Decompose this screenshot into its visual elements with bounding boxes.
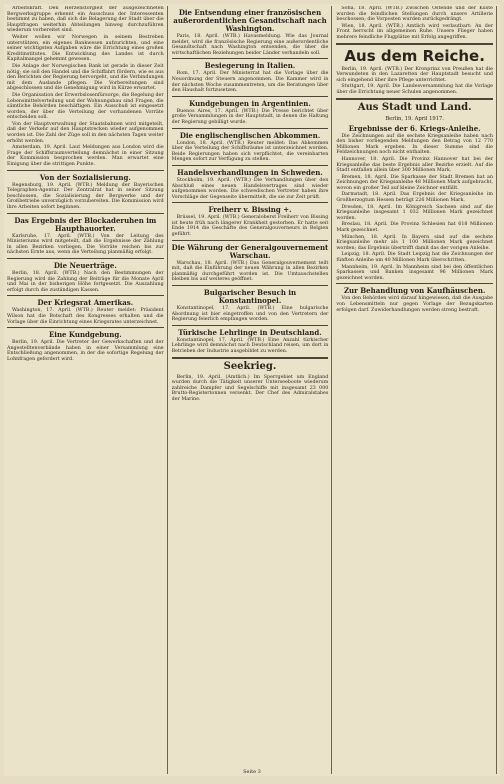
paragraph: Darmstadt, 18. April. Das Ergebnis der Kriegsanleihe im Großherzogtum Hessen beträgt 226 Millionen Mark. — [336, 192, 493, 204]
divider — [7, 258, 164, 259]
section-heading-seekrieg: Seekrieg. — [223, 360, 277, 372]
paragraph: Arbeitskraft. Den Herzenstörgleit der ausgezeichneten Bergwerksgruppe erkennt ein Ausschuss der Interessenten bestimmt zu haben, daß sich die Belagerung der Stadt über die Hauptfragen weiterhin Abteilungen hinweg durchzuführen wiederum vorbereitet sind. — [7, 6, 164, 34]
paragraph: Buenos Aires, 17. April. (WTB.) Die Presse berichtet über große Versammlungen in der Hauptstadt, in denen die Haltung der Regierung gebilligt wurde. — [171, 108, 329, 125]
paragraph: Karlsruhe, 17. April. (WTB.) Von der Leitung des Ministeriums wird mitgeteilt, daß die Ergebnisse der Zählung in allen Bezirken vorliegen. Die Vorräte reichen bis zur nächsten Ernte aus, wenn die Verteilung planmäßig erfolgt. — [7, 233, 164, 256]
divider — [172, 165, 329, 166]
page-number: Seite 3 — [243, 769, 261, 775]
article-headline: Eine Kundgebung. — [48, 330, 122, 340]
paragraph: Leipzig, 18. April. Die Stadt Leipzig hat die Zeichnungen der fünften Anleihe um 40 Millionen Mark überschritten. — [336, 252, 493, 263]
section-heading-stadt-land: Aus Stadt und Land. — [357, 101, 472, 113]
article-headline: Das Ergebnis der Blockaderuhen im Haupthauorter. — [14, 215, 157, 233]
paragraph: Amsterdam, 19. April. Laut Meldungen aus London wird die Frage der Schiffsraumverteilung demnächst in einer Sitzung der Kommission besprochen werden. Man erwartet eine Einigung über die strittigen Punkte. — [7, 145, 164, 168]
divider — [7, 170, 164, 171]
divider — [336, 43, 493, 45]
article-headline: Die Neuerträge. — [53, 260, 117, 270]
article-headline: Besiegerung in Italien. — [204, 61, 296, 71]
article-headline: Kundgebungen in Argentinien. — [189, 98, 311, 108]
divider — [336, 98, 493, 100]
article-headline: Die Währung der Generalgouvernement Warschau. — [171, 242, 329, 260]
article-headline: Handelsverhandlungen in Schweden. — [177, 167, 323, 177]
divider — [172, 325, 329, 326]
dateline: Berlin, 19. April 1917. — [385, 115, 444, 122]
paragraph: Dresden, 18. April. Im Königreich Sachsen sind auf die Kriegsanleihe insgesamt 1 032 Millionen Mark gezeichnet worden. — [336, 204, 493, 221]
article-headline: Von der Sozialisierung. — [39, 172, 131, 182]
paragraph: Stockholm, 19. April. (WTB.) Die Verhandlungen über den Abschluß eines neuen Handelsvertrages sind wieder aufgenommen worden. Die schwedischen Vertreter haben ihre Vorschläge der Gegenseite übermittelt, die sie zur Zeit prüft. — [171, 177, 329, 200]
paragraph: Breslau, 18. April. Die Provinz Schlesien hat 618 Millionen Mark gezeichnet. — [336, 222, 493, 234]
paragraph: Stuttgart, 19. April. Die Landesversammlung hat die Vorlage über die Errichtung neuer Schulen angenommen. — [336, 84, 493, 95]
paragraph: Mannheim, 19. April. In Mannheim sind bei den öffentlichen Sparkassen und Banken insgesamt 96 Millionen Mark gezeichnet worden. — [336, 264, 493, 281]
paragraph: Berlin, 19. April. Die Vertreter der Gewerkschaften und der Angestelltenverbände haben in einer Versammlung eine Entschließung angenommen, in der die sofortige Regelung der Lohnfragen gefordert wird. — [7, 340, 164, 362]
paragraph: München, 18. April. In Bayern sind auf die sechste Kriegsanleihe mehr als 1 100 Millionen Mark gezeichnet worden; das Ergebnis übertrifft damit das der vorigen Anleihe. — [336, 234, 493, 251]
paragraph: Von der Hauptverwaltung der Staatsbahnen wird mitgeteilt, daß der Verkehr auf den Hauptstrecken wieder aufgenommen worden ist. Die Zahl der Züge soll in den nächsten Tagen weiter erhöht werden. — [7, 121, 164, 144]
paragraph: Washington, 17. April. (WTB.) Reuter meldet: Präsident Wilson hat die Botschaft des Kongresses erhalten und die Vorlage über die Einrichtung eines Kriegsrates unterzeichnet. — [7, 308, 164, 325]
divider — [172, 58, 329, 59]
paragraph: Berlin, 18. April. (WTB.) Nach den Bestimmungen der Regierung wird die Zahlung der Beiträge für die Monate April und Mai in der bisherigen Höhe fortgesetzt. Die Auszahlung erfolgt durch die zuständigen Kassen. — [7, 270, 164, 293]
article-headline: Die englischenglischen Abkommen. — [179, 130, 321, 140]
paragraph: Bremen, 18. April. Die Sparkasse der Stadt Bremen hat an Zeichnungen der Kriegsanleihe 48 Millionen Mark aufgebracht, wovon ein großer Teil auf kleine Zeichner entfällt. — [336, 174, 493, 191]
article-headline: Zur Behandlung von Kaufhäuschen. — [343, 286, 486, 296]
article-headline: Der Kriegsrat Amerikas. — [37, 298, 134, 308]
divider — [172, 202, 329, 203]
paragraph: Konstantinopel, 17. April. (WTB.) Eine Anzahl türkischer Lehrlinge wird demnächst nach Deutschland reisen, um dort in Betrieben der Industrie ausgebildet zu werden. — [171, 337, 329, 354]
paragraph: Rom, 17. April. Der Ministerrat hat die Vorlage über die Neuordnung der Steuern angenommen. Die Kammer wird in der nächsten Woche zusammentreten, um die Beratungen über den Haushalt fortzusetzen. — [171, 71, 329, 94]
paragraph: Hannover, 18. April. Die Provinz Hannover hat bei der Kriegsanleihe das beste Ergebnis aller Bezirke erzielt. Auf die Stadt entfallen allein über 300 Millionen Mark. — [336, 156, 493, 174]
divider — [172, 285, 329, 286]
paragraph: Paris, 18. April. (WTB.) Havasmeldung. Wie das Journal meldet, wird die französische Regierung eine außerordentliche Gesandtschaft nach Washington entsenden, die über die wirtschaftlichen Beziehungen beider Länder verhandeln soll. — [171, 34, 329, 56]
article-headline: Bulgarischer Besuch in Konstantinopel. — [203, 288, 297, 306]
paragraph: Sofia, 18. April. (WTB.) Zwischen Ostende und der Küste wurden die feindlichen Stellungen durch unsere Artillerie beschossen; die Vorposten wurden zurückgedrängt. — [336, 6, 493, 23]
article-headline: Ergebnisse der 6. Kriegs-Anleihe. — [348, 123, 481, 133]
divider — [7, 295, 164, 296]
divider — [172, 128, 329, 129]
divider — [172, 96, 329, 97]
article-headline: Freiherr v. Bissing +. — [208, 205, 292, 215]
paragraph: Konstantinopel, 17. April. (WTB.) Eine bulgarische Abordnung ist hier eingetroffen und von den Vertretern der Regierung feierlich empfangen worden. — [171, 306, 329, 323]
divider — [336, 283, 493, 284]
divider — [7, 327, 164, 328]
divider — [172, 240, 329, 241]
paragraph: Brüssel, 19. April. (WTB.) Generaloberst Freiherr von Bissing ist heute früh nach längerer Krankheit gestorben. Er hatte seit Ende 1914 die Geschäfte des Generalgouverneurs in Belgien geführt. — [171, 215, 329, 238]
article-headline: Die Entsendung einer französischen außerordentlichen Gesandtschaft nach Washington. — [173, 8, 327, 33]
column-right — [336, 6, 497, 774]
section-heading-reich: Aus dem Reiche. — [344, 46, 485, 65]
paragraph: Wien, 18. April. (WTB.) Amtlich wird verlautbart: An der Front herrscht im allgemeinen Ruhe. Unsere Flieger haben mehrere feindliche Flugplätze mit Erfolg angegriffen. — [336, 23, 493, 40]
column-middle — [172, 6, 333, 774]
paragraph: Die Zeichnungen auf die sechste Kriegsanleihe haben nach den bisher vorliegenden Meldungen den Betrag von 12 770 Millionen Mark ergeben. In dieser Summe sind die Feldzeichnungen noch nicht enthalten. — [336, 133, 493, 156]
paragraph: London, 18. April. (WTB.) Reuter meldet: Das Abkommen über die Verteilung der Schiffsräume ist unterzeichnet worden. Beide Regierungen haben sich verpflichtet, die vereinbarten Mengen sofort zur Verfügung zu stellen. — [171, 140, 329, 163]
newspaper-page — [4, 4, 500, 776]
paragraph: Berlin, 19. April. (Amtlich.) Im Sperrgebiet um England wurden durch die Tätigkeit unserer Unterseeboote wiederum zahlreiche Dampfer und Segelschiffe mit insgesamt 23 000 Brutto-Registertonnen versenkt. Der Chef des Admiralstabes der Marine. — [171, 374, 329, 402]
paragraph: Warschau, 18. April. (WTB.) Das Generalgouvernement teilt mit, daß die Einführung der neuen Währung in allen Bezirken planmäßig durchgeführt worden ist. Die Umtauschstellen bleiben bis auf weiteres geöffnet. — [171, 260, 329, 283]
divider — [7, 213, 164, 214]
paragraph: Weiter wollen wir Norwegen in seinem Bestreben unterstützen, ein eigenes Bankwesen aufzurichten, und eine seiner wichtigsten Aufgaben wäre die Errichtung eines großen Kreditinstitutes. Die Entwicklung des Landes ist durch Kapitalmangel gehemmt gewesen. — [7, 34, 164, 63]
article-headline: Türkische Lehrlinge in Deutschland. — [178, 327, 322, 337]
paragraph: Die Organisation der Erwerbslosenfürsorge, die Regelung der Lebensmittelverteilung und der Wohnungsbau sind Fragen, die sämtliche Behörden beschäftigen. Ein Ausschuß ist eingesetzt worden, der über die Verteilung der vorhandenen Vorräte entscheiden soll. — [7, 92, 164, 121]
paragraph: Berlin, 19. April. (WTB.) Der Kronprinz von Preußen hat die Verwundeten in den Lazaretten der Hauptstadt besucht und sich eingehend über ihre Pflege unterrichtet. — [336, 66, 493, 83]
paragraph: Regensburg, 19. April. (WTB.) Meldung der Bayerischen Telegraphen-Agentur. Der Zentralrat hat in seiner Sitzung beschlossen, die Sozialisierung der Bergwerke und der Großbetriebe unverzüglich vorzubereiten. Die Kommission wird ihre Arbeiten sofort beginnen. — [7, 182, 164, 210]
paragraph: Von den Behörden wird darauf hingewiesen, daß die Ausgabe von Lebensmitteln nur gegen Vorlage der Bezugskarten erfolgen darf. Zuwiderhandlungen werden streng bestraft. — [336, 296, 493, 313]
column-left — [7, 6, 168, 774]
paragraph: Die Anlage der Norwegischen Bank ist gerade in dieser Zeit nötig; sie soll den Handel und die Schiffahrt fördern, wie es aus den Berichten der Regierung hervorgeht, und die Verbindungen mit dem Auslande pflegen. Die Vorbereitungen sind abgeschlossen und die Genehmigung wird in Kürze erwartet. — [7, 63, 164, 92]
divider — [172, 357, 329, 359]
